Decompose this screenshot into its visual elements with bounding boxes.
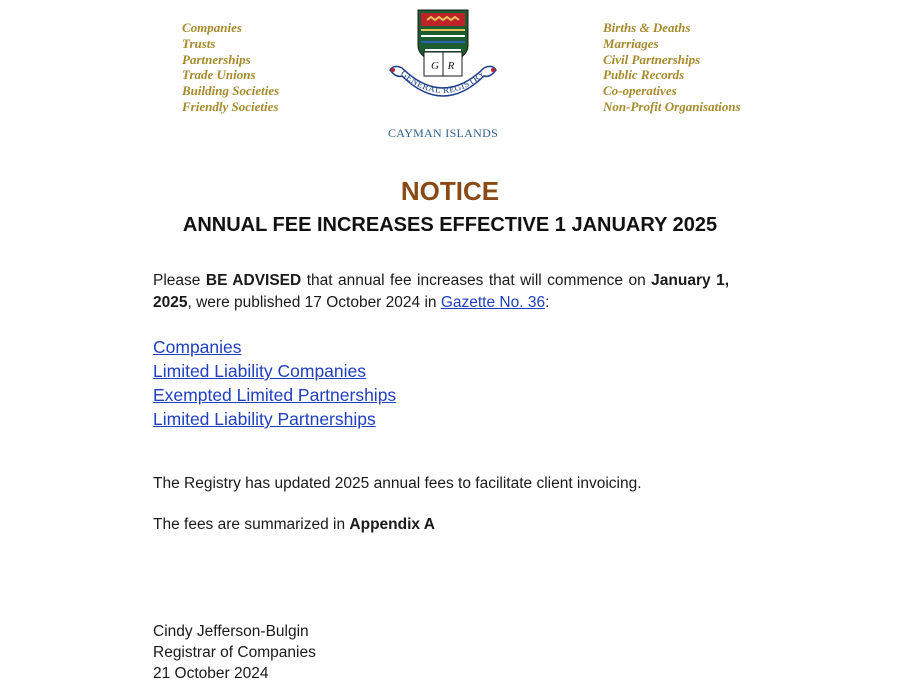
intro-paragraph [153,270,729,314]
appendix-emphasis: Appendix A [349,516,435,533]
service-item: Non-Profit Organisations [603,98,741,114]
service-item: Civil Partnerships [603,51,701,67]
intro-text: that annual fee increases that will commence on [301,272,652,289]
service-item: Public Records [603,67,685,83]
service-item: Friendly Societies [182,98,279,114]
gazette-link[interactable]: Gazette No. 36 [440,294,546,311]
svg-text:R: R [447,60,455,72]
intro-text: , were published 17 October 2024 in [187,294,441,311]
right-services-list [603,20,741,115]
service-item: Building Societies [182,83,280,99]
link-limited-liability-partnerships[interactable]: Limited Liability Partnerships [153,409,376,429]
signature-block [153,621,316,684]
link-exempted-limited-partnerships[interactable]: Exempted Limited Partnerships [153,385,397,405]
signatory-name: Cindy Jefferson-Bulgin [153,623,309,640]
signatory-title: Registrar of Companies [153,644,316,661]
service-item: Marriages [603,35,659,51]
service-item: Partnerships [182,51,251,67]
effective-date-emphasis: January 1, 2025 [153,272,730,311]
service-item: Births & Deaths [603,20,691,35]
intro-text: Please [153,272,206,289]
left-services-list [182,20,279,115]
crest-ribbon-text: GENERAL REGISTRY [399,68,487,96]
notice-subtitle: ANNUAL FEE INCREASES EFFECTIVE 1 JANUARY 2025 [182,214,718,236]
service-item: Trade Unions [182,67,256,83]
registry-update-paragraph: The Registry has updated 2025 annual fees to facilitate client invoicing. [153,475,642,492]
be-advised-emphasis: BE ADVISED [205,272,302,289]
service-item: Co-operatives [603,83,677,99]
appendix-paragraph [153,515,435,535]
crest-monogram-g: G [431,60,439,72]
general-registry-crest-icon [384,6,502,118]
service-item: Trusts [182,35,216,51]
intro-text: : [545,294,550,311]
crest-caption: CAYMAN ISLANDS [387,126,499,140]
service-item: Companies [182,20,242,35]
signature-date: 21 October 2024 [153,665,269,682]
link-companies[interactable]: Companies [153,337,242,357]
link-limited-liability-companies[interactable]: Limited Liability Companies [153,361,367,381]
appendix-text: The fees are summarized in [153,516,350,533]
fee-links-list [153,335,396,431]
notice-title: NOTICE [400,176,500,206]
